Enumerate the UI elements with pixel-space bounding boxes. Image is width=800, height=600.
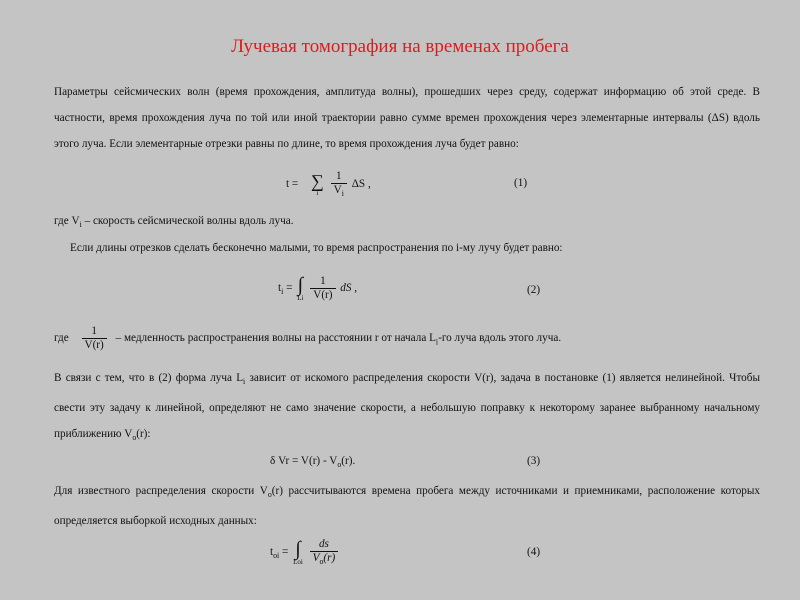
travel-time-paragraph: Для известного распределения скорости $V_o(r)$ рассчитываются времена пробега между источниками и приемниками, расположение которых определяется выборкой исходных данных: (54, 485, 760, 528)
infinitesimal-paragraph: Если длины отрезков сделать бесконечно малыми, то время распространения по i-му лучу будет равно: (70, 242, 563, 254)
eq1-lhs: t = (286, 177, 299, 190)
eq4-lhs: $t_{oi}$ = (270, 545, 289, 561)
equation-1 (286, 170, 371, 199)
equation-1-number: (1) (514, 177, 528, 189)
intro-paragraph: Параметры сейсмических волн (время прохождения, амплитуда волны), прошедших через среду, содержат информацию об этой среде. В частности, время прохождения луча по той или иной траектории равно сумме времен прохождения через элементарные интервалы (ΔS) вдоль этого луча. Если элементарные отрезки равны по длине, то время прохождения луча будет равно: (54, 86, 760, 150)
integral-operator-4: ∫ Loi (293, 537, 303, 566)
eq4-fraction: $\frac{ds}{V_o(r)}$ (310, 538, 339, 567)
velocity-definition: где $V_i$ – скорость сейсмической волны вдоль луча. (54, 215, 294, 230)
eq2-tail: dS , (340, 282, 358, 295)
nonlinearity-paragraph: В связи с тем, что в (2) форма луча $L_i$ зависит от искомого распределения скорости V(r), задача в постановке (1) является нелинейной. Чтобы свести эту задачу к линейной, определяют не само значение скорости, а небольшую поправку к некоторому заранее выбранному начальному приближению $V_o(r)$: (54, 372, 760, 443)
slowness-definition: где $\frac{1}{V(r)}$ – медленность распространения волны на расстоянии r от начала $L_i-го$ луча вдоль этого луча. (54, 325, 562, 351)
equation-2 (278, 275, 357, 302)
eq2-lhs: $t_i$ = (278, 282, 293, 297)
equation-3: δ $Vr = V(r) - V_o(r)$. (270, 455, 356, 470)
eq1-tail: ΔS , (351, 177, 371, 190)
sum-operator: ∑ i (311, 170, 324, 197)
slowness-fraction: $\frac{1}{V(r)}$ (82, 325, 107, 352)
eq1-fraction: $\frac{1}{V_i}$ (331, 170, 347, 199)
integral-operator: ∫ Li (297, 274, 304, 303)
equation-4 (270, 538, 340, 567)
equation-4-number: (4) (527, 546, 541, 558)
page-title: Лучевая томография на временах пробега (231, 36, 569, 57)
equation-2-number: (2) (527, 284, 541, 296)
eq2-fraction: $\frac{1}{V(r)}$ (310, 275, 335, 302)
equation-3-number: (3) (527, 455, 541, 467)
